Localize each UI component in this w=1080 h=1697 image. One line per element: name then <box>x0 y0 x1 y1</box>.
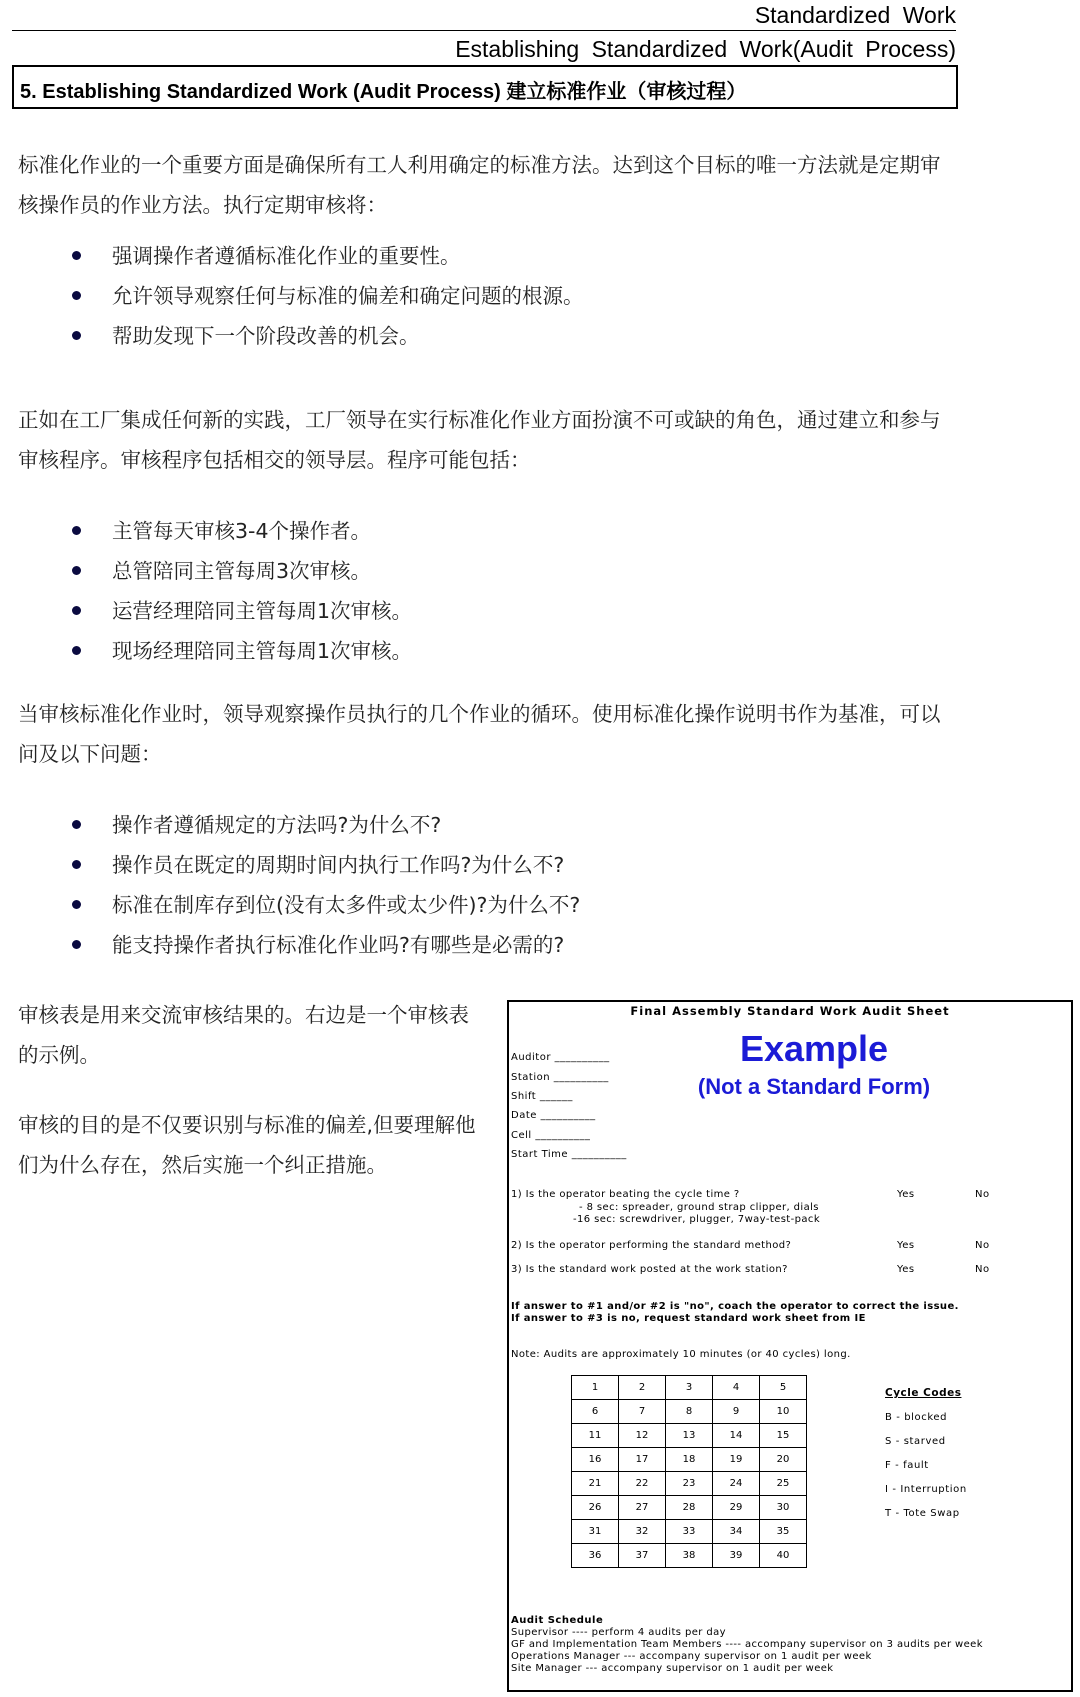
bullet-icon <box>72 566 81 575</box>
bullet-icon <box>72 820 81 829</box>
list-item: 允许领导观察任何与标准的偏差和确定问题的根源。 <box>70 276 584 316</box>
shift-field: Shift ______ <box>511 1091 573 1102</box>
section-title-box <box>12 65 958 109</box>
example-label: Example <box>739 1028 889 1069</box>
audit-sheet-figure <box>507 1000 1073 1692</box>
grid-cell: 26 <box>572 1496 619 1520</box>
grid-cell: 40 <box>760 1544 807 1568</box>
cycle-grid <box>571 1375 807 1568</box>
table-row <box>572 1400 807 1424</box>
bullet-icon <box>72 331 81 340</box>
list-item: 操作员在既定的周期时间内执行工作吗?为什么不? <box>70 845 580 885</box>
no-label: No <box>975 1240 990 1251</box>
bullet-icon <box>72 606 81 615</box>
list-item: 运营经理陪同主管每周1次审核。 <box>70 591 412 631</box>
grid-cell: 22 <box>619 1472 666 1496</box>
grid-cell: 17 <box>619 1448 666 1472</box>
code-interruption: I - Interruption <box>885 1484 967 1495</box>
grid-cell: 6 <box>572 1400 619 1424</box>
bullet-icon <box>72 646 81 655</box>
table-row <box>572 1376 807 1400</box>
station-field: Station __________ <box>511 1072 609 1083</box>
schedule-site-manager: Site Manager --- accompany supervisor on 1 audit per week <box>511 1663 834 1674</box>
cycle-codes-title: Cycle Codes <box>885 1387 962 1399</box>
bullet-icon <box>72 526 81 535</box>
grid-cell: 1 <box>572 1376 619 1400</box>
program-list <box>70 511 412 671</box>
list-item: 标准在制库存到位(没有太多件或太少件)?为什么不? <box>70 885 580 925</box>
audit-questions-paragraph: 当审核标准化作业时，领导观察操作员执行的几个作业的循环。使用标准化操作说明书作为基准，可以问及以下问题： <box>18 702 941 766</box>
schedule-gf-team: GF and Implementation Team Members ---- accompany supervisor on 3 audits per week <box>511 1639 983 1650</box>
grid-cell: 10 <box>760 1400 807 1424</box>
grid-cell: 4 <box>713 1376 760 1400</box>
start-time-field: Start Time __________ <box>511 1149 627 1160</box>
code-fault: F - fault <box>885 1460 929 1471</box>
audit-duration-note: Note: Audits are approximately 10 minutes (or 40 cycles) long. <box>511 1349 851 1360</box>
grid-cell: 7 <box>619 1400 666 1424</box>
table-row <box>572 1544 807 1568</box>
bullet-icon <box>72 860 81 869</box>
grid-cell: 33 <box>666 1520 713 1544</box>
header-doc-title: Standardized Work <box>754 2 956 28</box>
grid-cell: 16 <box>572 1448 619 1472</box>
bullet-icon <box>72 940 81 949</box>
bullet-icon <box>72 251 81 260</box>
grid-cell: 32 <box>619 1520 666 1544</box>
question-3: 3) Is the standard work posted at the work station? <box>511 1264 788 1275</box>
bullet-icon <box>72 900 81 909</box>
table-row <box>572 1448 807 1472</box>
grid-cell: 20 <box>760 1448 807 1472</box>
audit-sheet-title: Final Assembly Standard Work Audit Sheet <box>630 1004 950 1018</box>
no-label: No <box>975 1189 990 1200</box>
instruction-1: If answer to #1 and/or #2 is "no", coach the operator to correct the issue. <box>511 1301 959 1312</box>
list-item: 操作者遵循规定的方法吗?为什么不? <box>70 805 580 845</box>
table-row <box>572 1520 807 1544</box>
table-row <box>572 1472 807 1496</box>
grid-cell: 5 <box>760 1376 807 1400</box>
date-field: Date __________ <box>511 1110 596 1121</box>
no-label: No <box>975 1264 990 1275</box>
yes-label: Yes <box>897 1264 915 1275</box>
grid-cell: 12 <box>619 1424 666 1448</box>
grid-cell: 24 <box>713 1472 760 1496</box>
grid-cell: 14 <box>713 1424 760 1448</box>
grid-cell: 18 <box>666 1448 713 1472</box>
list-item: 总管陪同主管每周3次审核。 <box>70 551 412 591</box>
list-item: 现场经理陪同主管每周1次审核。 <box>70 631 412 671</box>
audit-schedule-title: Audit Schedule <box>511 1615 604 1626</box>
grid-cell: 9 <box>713 1400 760 1424</box>
grid-cell: 11 <box>572 1424 619 1448</box>
auditor-field: Auditor __________ <box>511 1052 610 1063</box>
schedule-operations-manager: Operations Manager --- accompany supervisor on 1 audit per week <box>511 1651 872 1662</box>
question-1: 1) Is the operator beating the cycle time ? <box>511 1189 740 1200</box>
grid-cell: 23 <box>666 1472 713 1496</box>
intro-paragraph: 标准化作业的一个重要方面是确保所有工人利用确定的标准方法。达到这个目标的唯一方法就是定期审核操作员的作业方法。执行定期审核将： <box>18 153 941 217</box>
grid-cell: 30 <box>760 1496 807 1520</box>
questions-list <box>70 805 580 965</box>
yes-label: Yes <box>897 1189 915 1200</box>
grid-cell: 31 <box>572 1520 619 1544</box>
instruction-2: If answer to #3 is no, request standard work sheet from IE <box>511 1313 866 1324</box>
list-item: 主管每天审核3-4个操作者。 <box>70 511 412 551</box>
yes-label: Yes <box>897 1240 915 1251</box>
question-1-detail-a: - 8 sec: spreader, ground strap clipper, dials <box>579 1202 819 1213</box>
grid-cell: 19 <box>713 1448 760 1472</box>
grid-cell: 13 <box>666 1424 713 1448</box>
header-section-title: Establishing Standardized Work(Audit Process) <box>455 36 956 62</box>
code-blocked: B - blocked <box>885 1412 948 1423</box>
cell-field: Cell __________ <box>511 1130 591 1141</box>
section-title: 5. Establishing Standardized Work (Audit Process) 建立标准作业（审核过程） <box>20 81 747 103</box>
grid-cell: 36 <box>572 1544 619 1568</box>
benefits-list <box>70 236 584 356</box>
code-tote-swap: T - Tote Swap <box>885 1508 960 1519</box>
grid-cell: 37 <box>619 1544 666 1568</box>
not-standard-label: (Not a Standard Form) <box>697 1074 931 1099</box>
grid-cell: 35 <box>760 1520 807 1544</box>
grid-cell: 2 <box>619 1376 666 1400</box>
audit-sheet-description: 审核表是用来交流审核结果的。右边是一个审核表的示例。 <box>18 1003 469 1067</box>
grid-cell: 34 <box>713 1520 760 1544</box>
grid-cell: 15 <box>760 1424 807 1448</box>
table-row <box>572 1424 807 1448</box>
grid-cell: 38 <box>666 1544 713 1568</box>
grid-cell: 25 <box>760 1472 807 1496</box>
list-item: 帮助发现下一个阶段改善的机会。 <box>70 316 584 356</box>
grid-cell: 8 <box>666 1400 713 1424</box>
code-starved: S - starved <box>885 1436 946 1447</box>
grid-cell: 3 <box>666 1376 713 1400</box>
table-row <box>572 1496 807 1520</box>
question-2: 2) Is the operator performing the standard method? <box>511 1240 792 1251</box>
audit-purpose-paragraph: 审核的目的是不仅要识别与标准的偏差,但要理解他们为什么存在，然后实施一个纠正措施。 <box>18 1113 476 1177</box>
question-1-detail-b: -16 sec: screwdriver, plugger, 7way-test-pack <box>573 1214 821 1225</box>
list-item: 强调操作者遵循标准化作业的重要性。 <box>70 236 584 276</box>
grid-cell: 29 <box>713 1496 760 1520</box>
grid-cell: 21 <box>572 1472 619 1496</box>
list-item: 能支持操作者执行标准化作业吗?有哪些是必需的? <box>70 925 580 965</box>
grid-cell: 39 <box>713 1544 760 1568</box>
grid-cell: 28 <box>666 1496 713 1520</box>
schedule-supervisor: Supervisor ---- perform 4 audits per day <box>511 1627 726 1638</box>
grid-cell: 27 <box>619 1496 666 1520</box>
leadership-paragraph: 正如在工厂集成任何新的实践，工厂领导在实行标准化作业方面扮演不可或缺的角色，通过建立和参与审核程序。审核程序包括相交的领导层。程序可能包括： <box>18 408 941 472</box>
header-rule <box>12 30 956 31</box>
bullet-icon <box>72 291 81 300</box>
